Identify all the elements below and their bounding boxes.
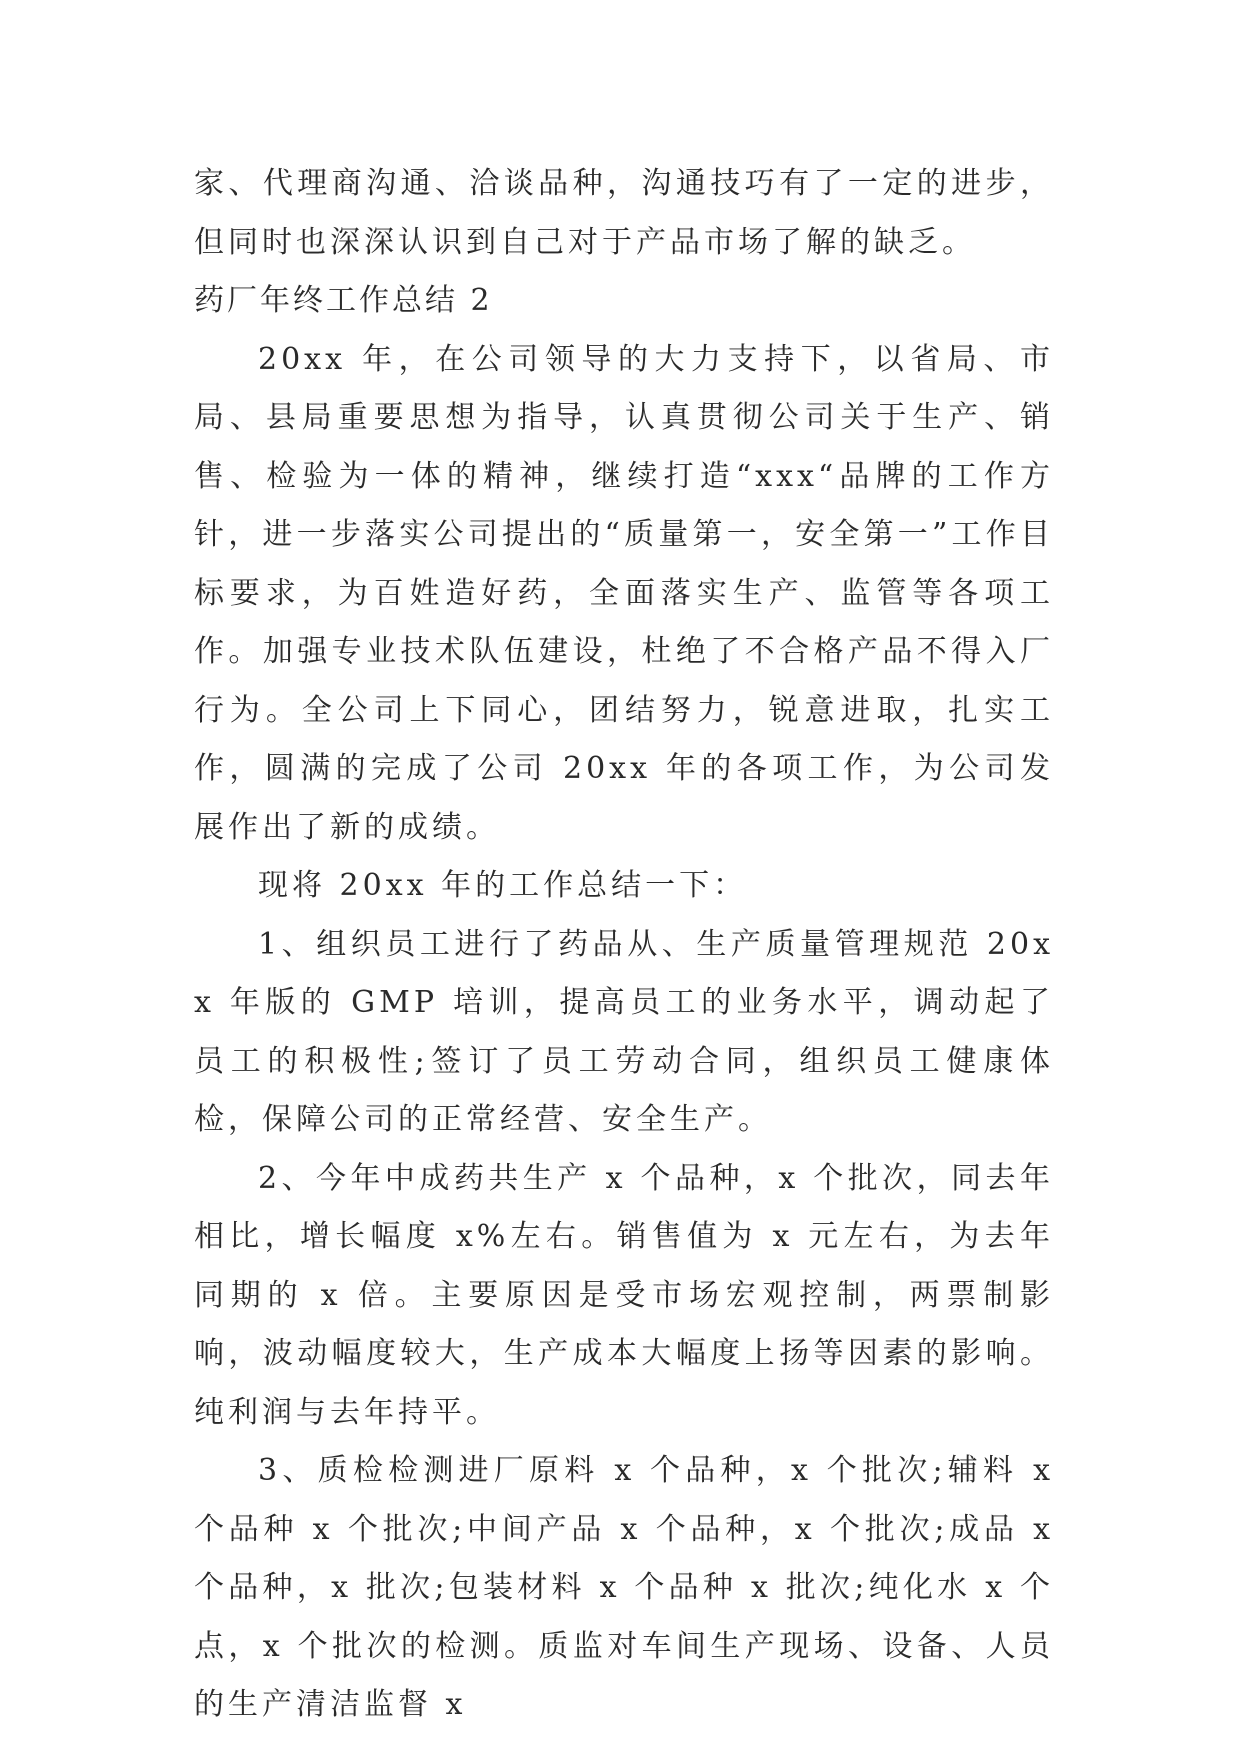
body-paragraph: 1、组织员工进行了药品从、生产质量管理规范 20xx 年版的 GMP 培训，提高员工的业务水平，调动起了员工的积极性;签订了员工劳动合同，组织员工健康体检，保障公司的正常经营、安全生产。 (194, 926, 1054, 1137)
section-title: 药厂年终工作总结 2 (194, 283, 493, 318)
body-paragraph: 3、质检检测进厂原料 x 个品种，x 个批次;辅料 x 个品种 x 个批次;中间产品 x 个品种，x 个批次;成品 x 个品种，x 批次;包装材料 x 个品种 x 批次;纯化水 x 个点，x 个批次的检测。质监对车间生产现场、设备、人员的生产清洁监督 x (194, 1453, 1054, 1722)
intro-continuation-paragraph: 家、代理商沟通、洽谈品种，沟通技巧有了一定的进步，但同时也深深认识到自己对于产品市场了解的缺乏。 (194, 166, 1054, 260)
document-body (194, 155, 1054, 1735)
body-paragraph: 2、今年中成药共生产 x 个品种，x 个批次，同去年相比，增长幅度 x%左右。销售值为 x 元左右，为去年同期的 x 倍。主要原因是受市场宏观控制，两票制影响，波动幅度较大，生产成本大幅度上扬等因素的影响。纯利润与去年持平。 (194, 1160, 1054, 1430)
body-paragraph: 现将 20xx 年的工作总结一下： (258, 868, 748, 903)
body-paragraph: 20xx 年，在公司领导的大力支持下，以省局、市局、县局重要思想为指导，认真贯彻公司关于生产、销售、检验为一体的精神，继续打造“xxx“品牌的工作方针，进一步落实公司提出的“质量第一，安全第一”工作目标要求，为百姓造好药，全面落实生产、监管等各项工作。加强专业技术队伍建设，杜绝了不合格产品不得入厂行为。全公司上下同心，团结努力，锐意进取，扎实工作，圆满的完成了公司 20xx 年的各项工作，为公司发展作出了新的成绩。 (194, 341, 1054, 845)
